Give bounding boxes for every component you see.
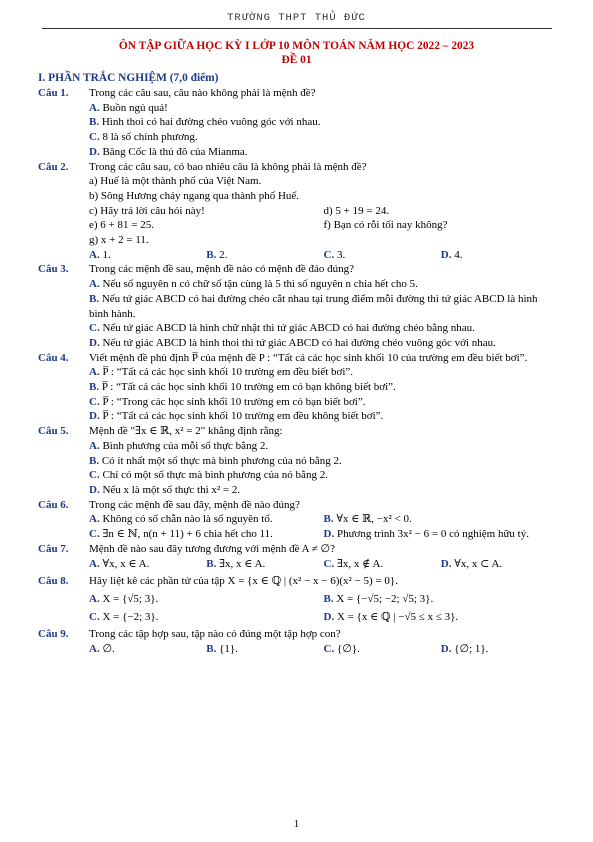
- option-a: A. Nếu số nguyên n có chữ số tận cùng là 5 thì số nguyên n chia hết cho 5.: [89, 278, 418, 291]
- question-6: [38, 498, 558, 513]
- option-b: B. {1}.: [206, 643, 238, 656]
- option-d: D. Băng Cốc là thủ đô của Mianma.: [89, 145, 248, 158]
- statement-b: b) Sông Hương chảy ngang qua thành phố Huế.: [89, 189, 300, 202]
- statement-row: [89, 204, 558, 219]
- option-c: C. 8 là số chính phương.: [89, 131, 198, 144]
- question-text: Trong các tập hợp sau, tập nào có đúng một tập hợp con?: [89, 628, 341, 641]
- question-number: Câu 4.: [38, 351, 69, 364]
- question-text: Trong các câu sau, có bao nhiêu câu là không phải là mệnh đề?: [89, 160, 367, 173]
- header-rule: [42, 28, 552, 29]
- option-d: D. Nếu x là một số thực thì x² = 2.: [89, 483, 241, 496]
- options-row: [89, 527, 558, 542]
- question-text: Mệnh đề "∃x ∈ ℝ, x² = 2" khẳng định rằng:: [89, 425, 283, 438]
- option-a: A. Bình phương của mỗi số thực bằng 2.: [89, 439, 269, 452]
- question-4: [38, 351, 558, 366]
- option-b: B. Hình thoi có hai đường chéo vuông góc với nhau.: [89, 116, 321, 129]
- options-row: [89, 248, 558, 263]
- option-d: D. {∅; 1}.: [440, 643, 489, 656]
- question-number: Câu 7.: [38, 542, 69, 555]
- option-b: B. Có ít nhất một số thực mà bình phương của nó bằng 2.: [89, 454, 342, 467]
- options-row: [89, 610, 558, 625]
- question-text: Mệnh đề nào sau đây tương đương với mệnh đề A ≠ ∅?: [89, 542, 336, 555]
- statement-e: e) 6 + 81 = 25.: [89, 219, 154, 232]
- option-b: B. ∃x, x ∈ A.: [206, 557, 266, 570]
- option-c: C. {∅}.: [323, 643, 360, 656]
- statement-f: f) Bạn có rỗi tối nay không?: [323, 219, 448, 232]
- question-7: [38, 542, 558, 557]
- exam-code: ĐỀ 01: [281, 54, 312, 66]
- question-text: Trong các câu sau, câu nào không phải là mệnh đề?: [89, 87, 316, 99]
- question-number: Câu 6.: [38, 498, 69, 511]
- option-b: B. 2.: [206, 248, 228, 261]
- question-text: Hãy liệt kê các phần tử của tập X = {x ∈ ℚ | (x² − x − 6)(x² − 5) = 0}.: [89, 575, 398, 588]
- question-number: Câu 8.: [38, 575, 69, 588]
- option-d: D. Nếu tứ giác ABCD là hình thoi thì tứ giác ABCD có hai đường chéo vuông góc với nhau.: [89, 336, 496, 349]
- question-text: Trong các mệnh đề sau, mệnh đề nào có mệnh đề đảo đúng?: [89, 263, 355, 276]
- question-1: [38, 86, 558, 101]
- option-c: C. Chỉ có một số thực mà bình phương của nó bằng 2.: [89, 469, 328, 482]
- options-row: [89, 512, 558, 527]
- exam-title: ÔN TẬP GIỮA HỌC KỲ I LỚP 10 MÔN TOÁN NĂM HỌC 2022 – 2023: [118, 40, 475, 52]
- question-number: Câu 5.: [38, 425, 69, 438]
- statement-row: [89, 218, 558, 233]
- option-d: D. P̅ : “Tất cả các học sinh khối 10 trường em đều không biết bơi”.: [89, 410, 384, 423]
- question-5: [38, 424, 558, 439]
- options-row: [89, 642, 558, 657]
- statement-c: c) Hãy trả lời câu hỏi này!: [89, 204, 205, 217]
- option-a: A. Không có số chẵn nào là số nguyên tố.: [89, 513, 273, 526]
- question-number: Câu 9.: [38, 628, 69, 641]
- school-header: TRƯỜNG THPT THỦ ĐỨC: [227, 12, 366, 24]
- option-a: A. P̅ : “Tất cả các học sinh khối 10 trường em đều biết bơi”.: [89, 366, 354, 379]
- option-d: D. 4.: [440, 248, 463, 261]
- question-number: Câu 3.: [38, 263, 69, 276]
- option-a: A. ∅.: [89, 643, 115, 656]
- option-c: C. ∃n ∈ ℕ, n(n + 11) + 6 chia hết cho 11.: [89, 528, 273, 541]
- option-c: C. 3.: [323, 248, 346, 261]
- question-2: [38, 160, 558, 175]
- options-row: [89, 557, 558, 572]
- question-text: Viết mệnh đề phủ định P̅ của mệnh đề P : “Tất cả các học sinh khối 10 của trường em đều biết bơi”.: [89, 351, 528, 364]
- option-d: D. ∀x, x ⊂ A.: [440, 557, 503, 570]
- question-8: [38, 574, 558, 589]
- page-number: 1: [293, 818, 300, 830]
- option-a: A. 1.: [89, 248, 111, 261]
- options-row: [89, 592, 558, 607]
- option-b: B. ∀x ∈ ℝ, −x² < 0.: [323, 513, 412, 526]
- question-3: [38, 262, 558, 277]
- question-list: [38, 86, 558, 657]
- option-d: D. X = {x ∈ ℚ | −√5 ≤ x ≤ 3}.: [323, 610, 459, 623]
- option-c: C. P̅ : “Trong các học sinh khối 10 trường em có bạn biết bơi”.: [89, 395, 366, 408]
- option-b: B. X = {−√5; −2; √5; 3}.: [323, 592, 434, 605]
- section-heading: I. PHẦN TRẮC NGHIỆM (7,0 điểm): [38, 72, 219, 84]
- statement-a: a) Huế là một thành phố của Việt Nam.: [89, 175, 262, 188]
- question-number: Câu 1.: [38, 87, 69, 99]
- question-text: Trong các mệnh đề sau đây, mệnh đề nào đúng?: [89, 498, 300, 511]
- option-d: D. Phương trình 3x² − 6 = 0 có nghiệm hữu tỷ.: [323, 528, 529, 541]
- statement-g: g) x + 2 = 11.: [89, 234, 149, 247]
- question-9: [38, 627, 558, 642]
- option-a: A. ∀x, x ∈ A.: [89, 557, 150, 570]
- question-number: Câu 2.: [38, 160, 69, 173]
- option-a: A. Buồn ngủ quá!: [89, 101, 168, 114]
- option-b: B. Nếu tứ giác ABCD có hai đường chéo cắt nhau tại trung điểm mỗi đường thì tứ giác ABCD là hình bình hành.: [89, 292, 538, 320]
- option-c: C. X = {−2; 3}.: [89, 610, 159, 623]
- option-c: C. ∃x, x ∉ A.: [323, 557, 384, 570]
- option-a: A. X = {√5; 3}.: [89, 592, 159, 605]
- option-b: B. P̅ : “Tất cả các học sinh khối 10 trường em có bạn không biết bơi”.: [89, 381, 396, 394]
- statement-d: d) 5 + 19 = 24.: [323, 204, 390, 217]
- option-c: C. Nếu tứ giác ABCD là hình chữ nhật thì tứ giác ABCD có hai đường chéo bằng nhau.: [89, 322, 475, 335]
